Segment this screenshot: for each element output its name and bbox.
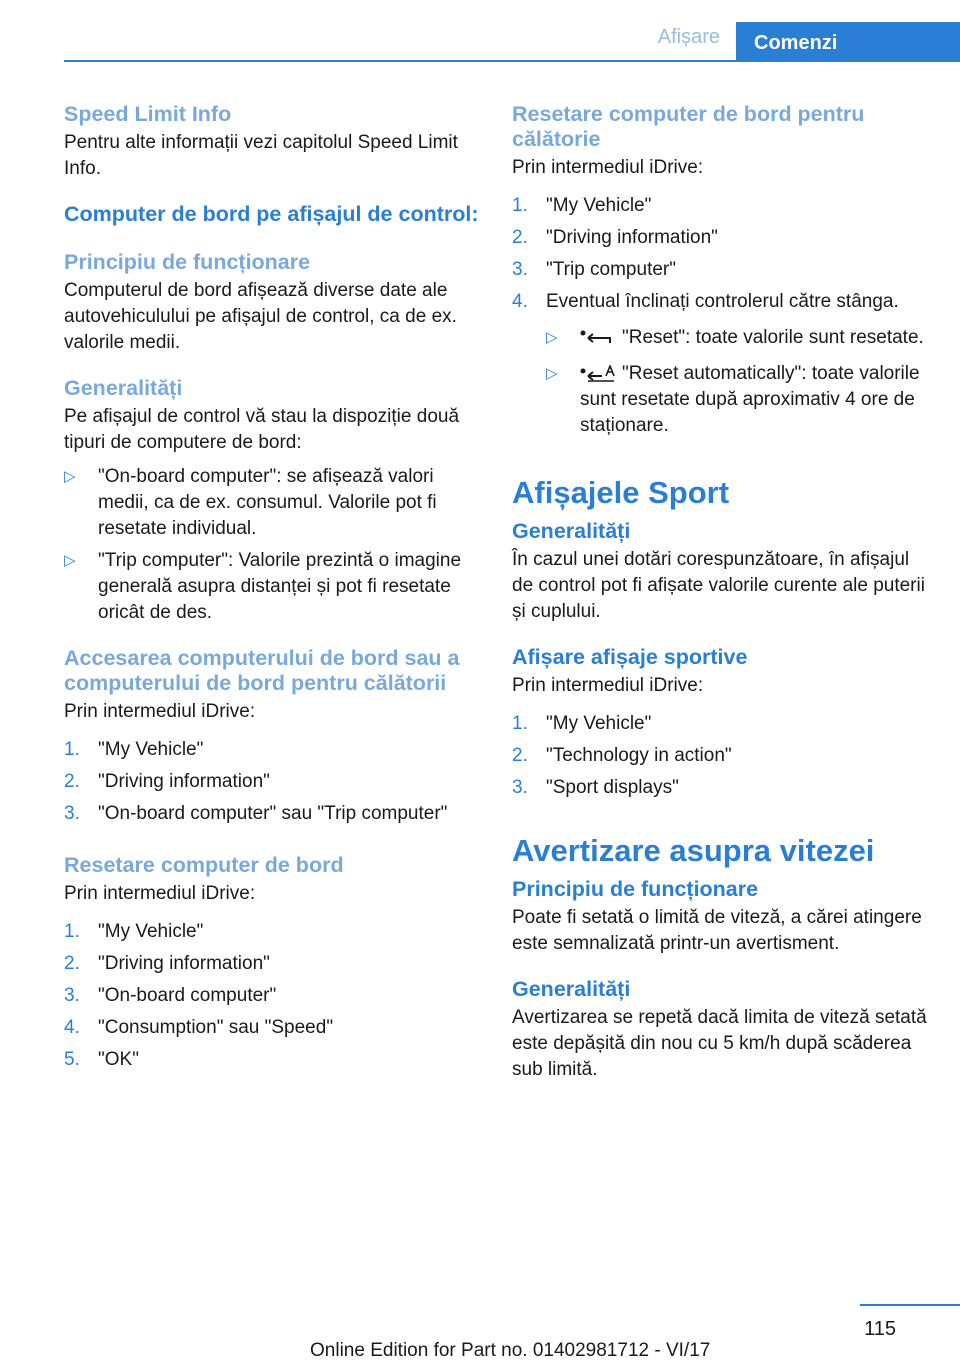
list-item: ▷ "Trip computer": Valorile prezintă o imagine generală asupra distanței și pot fi resetate oricât de des.	[64, 550, 462, 623]
paragraph-resetare-computer: Prin intermediul iDrive:	[64, 883, 256, 904]
heading-generalitati-sport: Generalități	[512, 519, 631, 543]
step-item: 4. Eventual înclinați controlerul către stânga. ▷ "Reset": toate valorile sunt resetate. ▷ "Reset automatically": toate valorile sunt resetate după aproximativ 4 ore de staționare.	[512, 289, 930, 439]
list-item: ▷ "Reset": toate valorile sunt resetate.	[546, 325, 930, 351]
computer-types-list	[64, 464, 480, 626]
step-item: 3. "On-board computer" sau "Trip computer"	[64, 803, 448, 824]
page-number: 115	[864, 1318, 896, 1340]
reset-options-list	[546, 325, 930, 439]
reset-automatically-icon	[580, 365, 616, 383]
triangle-bullet-icon: ▷	[64, 468, 76, 485]
list-item: ▷ "On-board computer": se afișează valori medii, ca de ex. consumul. Valorile pot fi resetate individual.	[64, 466, 437, 539]
paragraph-generalitati-sport: În cazul unei dotări corespunzătoare, în afișajul de control pot fi afișate valorile curente ale puterii și cuplului.	[512, 549, 925, 622]
step-item: 1. "My Vehicle"	[512, 713, 652, 734]
list-item: ▷ "Reset automatically": toate valorile sunt resetate după aproximativ 4 ore de staționare.	[546, 363, 920, 436]
heading-generalitati: Generalități	[64, 376, 183, 400]
tab-comenzi[interactable]: Comenzi	[736, 22, 960, 62]
right-column	[512, 102, 930, 1083]
paragraph-generalitati-avertizare: Avertizarea se repetă dacă limita de viteză setată este depășită din nou cu 5 km/h după scăderea sub limită.	[512, 1007, 927, 1080]
heading-principiu: Principiu de funcționare	[64, 250, 311, 274]
step-item: 1. "My Vehicle"	[512, 195, 652, 216]
step-item: 3. "On-board computer"	[64, 985, 277, 1006]
reset-icon	[580, 329, 616, 347]
step-item: 1. "My Vehicle"	[64, 921, 204, 942]
left-column	[64, 102, 480, 1079]
step-item: 3. "Sport displays"	[512, 777, 679, 798]
paragraph-afisare-sportive: Prin intermediul iDrive:	[512, 675, 704, 696]
edition-text: Online Edition for Part no. 01402981712 - VI/17	[310, 1340, 711, 1361]
paragraph-principiu-avertizare: Poate fi setată o limită de viteză, a cărei atingere este semnalizată printr-un avertisment.	[512, 907, 922, 954]
step-item: 2. "Driving information"	[512, 227, 718, 248]
triangle-bullet-icon: ▷	[546, 329, 558, 346]
page-header	[0, 0, 960, 62]
step-item: 4. "Consumption" sau "Speed"	[64, 1017, 334, 1038]
paragraph-generalitati: Pe afișajul de control vă stau la dispoziție două tipuri de computere de bord:	[64, 406, 460, 453]
step-item: 1. "My Vehicle"	[64, 739, 204, 760]
heading-principiu-avertizare: Principiu de funcționare	[512, 877, 759, 901]
accesarea-steps	[64, 737, 480, 827]
resetare-calatorie-steps	[512, 193, 930, 439]
paragraph-accesarea: Prin intermediul iDrive:	[64, 701, 256, 722]
heading-avertizare-viteza: Avertizare asupra vitezei	[512, 833, 875, 868]
tab-afisare[interactable]: Afișare	[657, 26, 720, 48]
heading-afisare-sportive: Afișare afișaje sportive	[512, 645, 748, 669]
step-item: 2. "Driving information"	[64, 953, 270, 974]
paragraph-speed-limit-info: Pentru alte informații vezi capitolul Speed Limit Info.	[64, 132, 458, 179]
step-item: 3. "Trip computer"	[512, 259, 676, 280]
resetare-steps	[64, 919, 480, 1073]
heading-afisajele-sport: Afișajele Sport	[512, 475, 730, 510]
header-rule	[64, 60, 960, 62]
heading-resetare-calatorie: Resetare computer de bord pentru călătorie	[512, 102, 865, 151]
heading-generalitati-avertizare: Generalități	[512, 977, 631, 1001]
step-item: 5. "OK"	[64, 1049, 139, 1070]
page-footer	[0, 1300, 960, 1362]
paragraph-resetare-calatorie: Prin intermediul iDrive:	[512, 157, 704, 178]
footer-rule	[860, 1304, 960, 1306]
heading-resetare-computer: Resetare computer de bord	[64, 853, 344, 877]
sport-displays-steps	[512, 711, 930, 801]
triangle-bullet-icon: ▷	[64, 552, 76, 569]
triangle-bullet-icon: ▷	[546, 365, 558, 382]
heading-computer-de-bord: Computer de bord pe afișajul de control:	[64, 202, 479, 226]
paragraph-principiu: Computerul de bord afișează diverse date ale autovehiculului pe afișajul de control, ca de ex. valorile medii.	[64, 280, 457, 353]
heading-accesarea: Accesarea computerului de bord sau a computerului de bord pentru călătorii	[64, 646, 460, 695]
step-item: 2. "Technology in action"	[512, 745, 732, 766]
heading-speed-limit-info: Speed Limit Info	[64, 102, 232, 126]
step-item: 2. "Driving information"	[64, 771, 270, 792]
